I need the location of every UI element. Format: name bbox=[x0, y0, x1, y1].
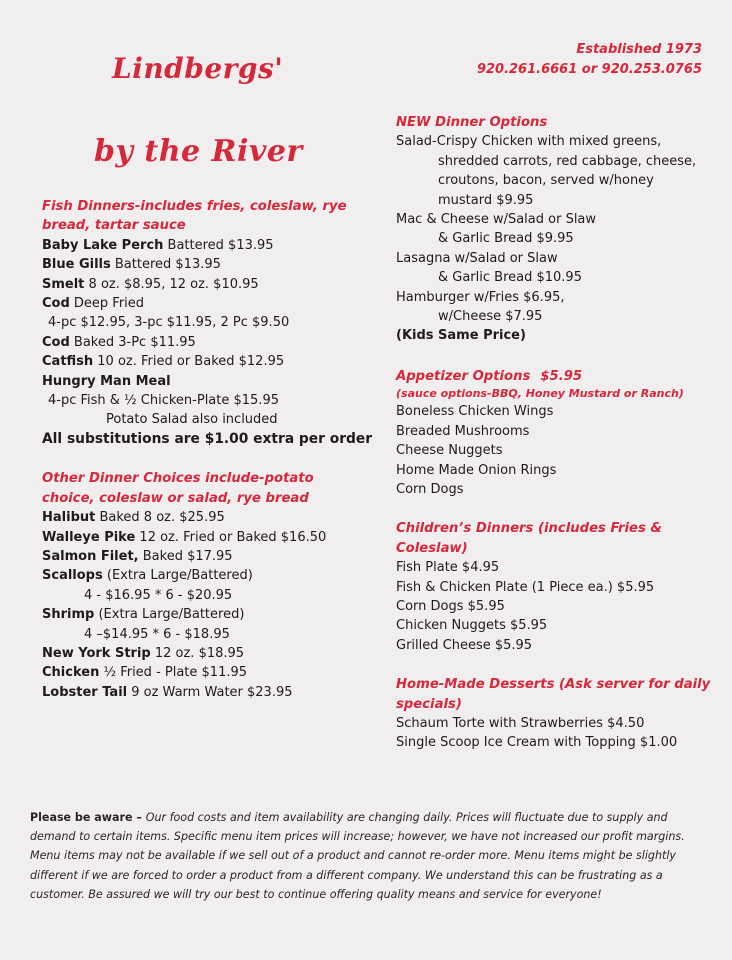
notice-lead: Please be aware – bbox=[30, 811, 146, 824]
burger-line2: w/Cheese $7.95 bbox=[438, 309, 543, 325]
menu-item-scallops bbox=[42, 566, 362, 585]
menu-item-hungry-man: Hungry Man Meal bbox=[42, 373, 171, 389]
heading-line: Fish Dinners-includes fries, coleslaw, rye bbox=[42, 199, 347, 214]
item-desc: 9 oz Warm Water $23.95 bbox=[127, 684, 293, 700]
heading-line: Other Dinner Choices include-potato bbox=[42, 471, 314, 487]
item-desc: 8 oz. $8.95, 12 oz. $10.95 bbox=[84, 276, 259, 292]
menu-item-smelt bbox=[42, 275, 362, 294]
notice-body: Our food costs and item availability are changing daily. Prices will fluctuate due to supply and demand to certain items. Specific menu item prices will increase; however, we have not increased our profit margins. Menu items may not be available if we sell out of a product and cannot re-order more. Menu items might be slightly different if we are forced to order a product from a different company. We understand this can be frustrating as a customer. Be assured we will try our best to continue offering quality means and service for everyone! bbox=[30, 811, 685, 901]
menu-item-cod bbox=[42, 294, 362, 313]
heading-line: Home-Made Desserts (Ask server for daily bbox=[396, 677, 711, 693]
other-dinners-heading bbox=[42, 469, 362, 508]
item-desc: Baked $17.95 bbox=[138, 548, 233, 564]
mac-line1: Mac & Cheese w/Salad or Slaw bbox=[396, 212, 597, 228]
list-item: Grilled Cheese $5.95 bbox=[396, 637, 533, 653]
new-dinner-heading: NEW Dinner Options bbox=[396, 115, 548, 130]
mac-line2: & Garlic Bread $9.95 bbox=[438, 231, 574, 247]
burger-line1: Hamburger w/Fries $6.95, bbox=[396, 289, 565, 305]
kids-note: (Kids Same Price) bbox=[396, 328, 526, 344]
item-desc: Battered $13.95 bbox=[110, 257, 221, 273]
list-item: Corn Dogs bbox=[396, 481, 464, 497]
hungry-man-note: Potato Salad also included bbox=[106, 412, 278, 428]
list-item: Chicken Nuggets $5.95 bbox=[396, 618, 548, 634]
heading-line: specials) bbox=[396, 696, 462, 712]
restaurant-title-line2: by the River bbox=[94, 134, 303, 169]
phone-numbers: 920.261.6661 or 920.253.0765 bbox=[476, 62, 702, 77]
item-name: Baby Lake Perch bbox=[42, 237, 164, 253]
menu-item-shrimp bbox=[42, 605, 362, 624]
item-desc: 10 oz. Fried or Baked $12.95 bbox=[93, 354, 285, 370]
item-name: Chicken bbox=[42, 665, 100, 681]
item-desc: Baked 8 oz. $25.95 bbox=[95, 510, 225, 526]
item-name: New York Strip bbox=[42, 645, 151, 661]
left-column bbox=[42, 197, 373, 702]
menu-item-chicken bbox=[42, 663, 362, 682]
item-name: Smelt bbox=[42, 276, 85, 292]
item-name: Scallops bbox=[42, 568, 103, 584]
item-desc: Deep Fried bbox=[69, 296, 145, 312]
item-name: Cod bbox=[42, 296, 70, 312]
item-desc: (Extra Large/Battered) bbox=[94, 607, 245, 623]
item-desc: (Extra Large/Battered) bbox=[102, 568, 253, 584]
item-name: Blue Gills bbox=[42, 257, 111, 273]
appetizer-heading bbox=[396, 367, 716, 386]
sauce-options: (sauce options-BBQ, Honey Mustard or Ranch) bbox=[396, 387, 684, 401]
item-name: Catfish bbox=[42, 354, 94, 370]
item-name: Cod bbox=[42, 334, 70, 350]
item-name: Shrimp bbox=[42, 607, 95, 623]
shrimp-prices: 4 –$14.95 * 6 - $18.95 bbox=[84, 626, 230, 642]
substitutions-note: All substitutions are $1.00 extra per order bbox=[42, 430, 373, 447]
list-item: Breaded Mushrooms bbox=[396, 423, 530, 439]
menu-item-lobster bbox=[42, 683, 362, 702]
item-name: Walleye Pike bbox=[42, 529, 136, 545]
salad-line1: Salad-Crispy Chicken with mixed greens, bbox=[396, 134, 662, 150]
salad-line2: shredded carrots, red cabbage, cheese, bbox=[438, 153, 697, 169]
item-desc: Baked 3-Pc $11.95 bbox=[69, 334, 196, 350]
appetizer-price: $5.95 bbox=[540, 368, 583, 384]
menu-item-halibut bbox=[42, 508, 362, 527]
price-notice bbox=[30, 808, 700, 904]
menu-item-ny-strip bbox=[42, 644, 362, 663]
list-item: Schaum Torte with Strawberries $4.50 bbox=[396, 715, 645, 731]
menu-item-bluegills bbox=[42, 255, 362, 274]
item-desc: 12 oz. $18.95 bbox=[150, 645, 245, 661]
heading-line: bread, tartar sauce bbox=[42, 218, 186, 234]
scallops-prices: 4 - $16.95 * 6 - $20.95 bbox=[84, 587, 233, 603]
header-info bbox=[477, 40, 702, 80]
heading-line: choice, coleslaw or salad, rye bread bbox=[42, 490, 309, 506]
cod-prices: 4-pc $12.95, 3-pc $11.95, 2 Pc $9.50 bbox=[48, 315, 290, 331]
list-item: Fish & Chicken Plate (1 Piece ea.) $5.95 bbox=[396, 579, 655, 595]
list-item: Boneless Chicken Wings bbox=[396, 404, 554, 420]
salad-line4: mustard $9.95 bbox=[438, 192, 534, 208]
heading-text: Appetizer Options bbox=[396, 368, 531, 384]
hungry-man-desc: 4-pc Fish & ½ Chicken-Plate $15.95 bbox=[48, 393, 279, 409]
fish-dinners-heading bbox=[42, 197, 362, 236]
children-heading bbox=[396, 519, 716, 558]
right-column bbox=[396, 113, 716, 753]
item-name: Salmon Filet, bbox=[42, 548, 139, 564]
list-item: Cheese Nuggets bbox=[396, 443, 503, 459]
list-item: Corn Dogs $5.95 bbox=[396, 598, 505, 614]
menu-item-perch bbox=[42, 236, 362, 255]
item-desc: ½ Fried - Plate $11.95 bbox=[99, 665, 248, 681]
heading-line: Children’s Dinners (includes Fries & bbox=[396, 521, 662, 537]
item-desc: Battered $13.95 bbox=[163, 237, 274, 253]
menu-item-cod-baked bbox=[42, 333, 362, 352]
item-name: Halibut bbox=[42, 510, 96, 526]
item-desc: 12 oz. Fried or Baked $16.50 bbox=[135, 529, 327, 545]
list-item: Single Scoop Ice Cream with Topping $1.00 bbox=[396, 735, 678, 751]
menu-item-catfish bbox=[42, 352, 362, 371]
lasagna-line2: & Garlic Bread $10.95 bbox=[438, 270, 582, 286]
salad-line3: croutons, bacon, served w/honey bbox=[438, 173, 654, 189]
lasagna-line1: Lasagna w/Salad or Slaw bbox=[396, 250, 558, 266]
menu-item-salmon bbox=[42, 547, 362, 566]
heading-line: Coleslaw) bbox=[396, 540, 468, 556]
menu-item-walleye bbox=[42, 528, 362, 547]
established-text: Established 1973 bbox=[576, 42, 702, 57]
list-item: Fish Plate $4.95 bbox=[396, 560, 500, 576]
desserts-heading bbox=[396, 675, 716, 714]
restaurant-title-line1: Lindbergs' bbox=[112, 52, 284, 85]
list-item: Home Made Onion Rings bbox=[396, 462, 557, 478]
item-name: Lobster Tail bbox=[42, 684, 128, 700]
